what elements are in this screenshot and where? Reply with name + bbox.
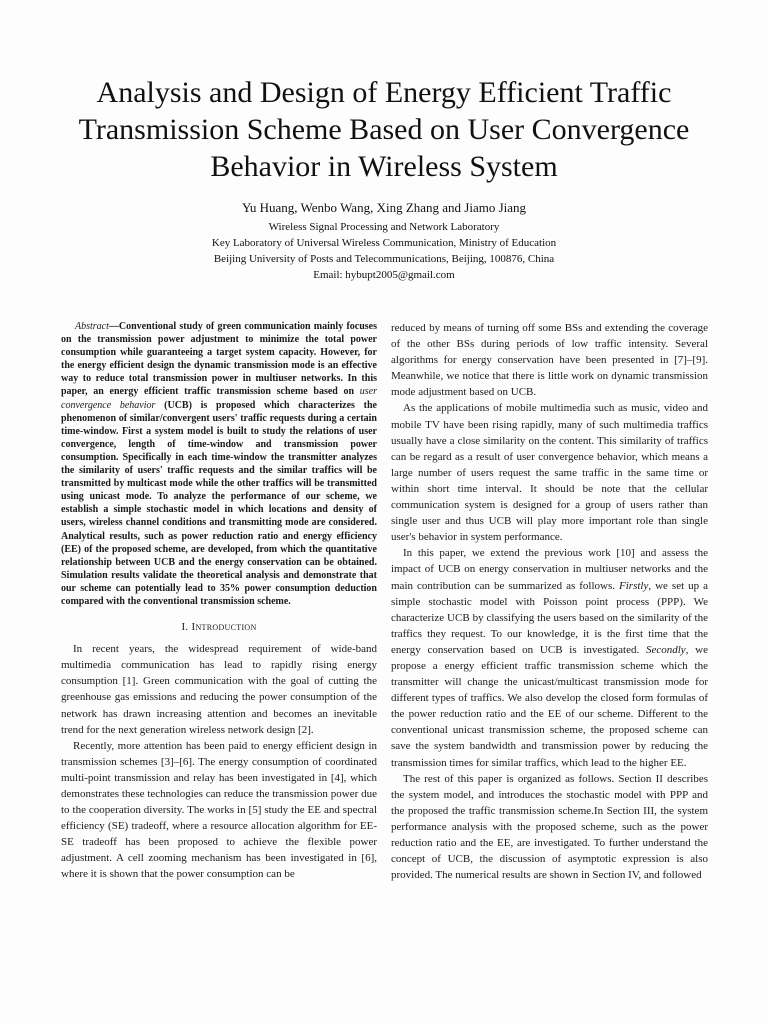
section-number: I. bbox=[181, 621, 189, 634]
left-column bbox=[61, 320, 377, 883]
contribution-text-2: , we set up a simple stochastic model with Poisson point process (PPP). We characterize UCB by classifying the users based on the similarity of the traffics they request. To our knowledge, it is the first time that the energy conservation based on UCB is investigated. bbox=[391, 579, 708, 656]
intro-paragraph-2-continued: reduced by means of turning off some BSs and extending the coverage of the other BSs during periods of low traffic intensity. Several algorithms for energy conservation have been presented in [7]–[9]. Meanwhile, we notice that there is little work on dynamic transmission mode adjustment based on UCB. bbox=[391, 322, 708, 399]
right-column bbox=[391, 320, 708, 883]
abstract bbox=[61, 320, 377, 608]
author-list: Yu Huang, Wenbo Wang, Xing Zhang and Jiamo Jiang bbox=[241, 200, 527, 215]
section-title-rest: ntroduction bbox=[195, 621, 257, 634]
contribution-secondly: Secondly bbox=[645, 643, 686, 656]
intro-paragraph-1: In recent years, the widespread requirement of wide-band multimedia communication has lead to rapidly rising energy consumption [1]. Green communication with the goal of cutting the greenhouse gas emissions and reducing the power consumption of the network has drawn increasing attention and becomes an inevitable trend for the next generation wireless network design [2]. bbox=[61, 643, 377, 736]
intro-paragraph-5: The rest of this paper is organized as follows. Section II describes the system model, and introduces the stochastic model with PPP and the proposed the traffic transmission scheme.In Section III, the system performance analysis with the proposed scheme, such as the power reduction ratio and the EE, are investigated. To further understand the concept of UCB, the discussion of asymptotic expression is also provided. The numerical results are shown in Section IV, and followed bbox=[391, 772, 708, 882]
intro-paragraph-3: As the applications of mobile multimedia such as music, video and mobile TV have been rising rapidly, many of such multimedia traffics usually have a close similarity on the content. This similarity of traffics can be regard as a result of user convergence behavior, which means a large number of users request the same traffic in the same time or within short time interval. It should be note that the cellular communication system is designed for a group of users rather than single user and thus UCB will play more important role than single user's behavior in system performance. bbox=[391, 402, 708, 544]
abstract-emphasis: user convergence behavior bbox=[61, 386, 377, 411]
contribution-firstly: Firstly bbox=[619, 579, 649, 592]
contribution-text-1: In this paper, we extend the previous work [10] and assess the impact of UCB on energy conservation in multiuser networks and the main contribution can be summarized as follows. bbox=[391, 547, 708, 592]
abstract-lead: Abstract bbox=[75, 321, 109, 332]
abstract-text-1: —Conventional study of green communication mainly focuses on the transmission power adjustment to minimize the total power consumption while guaranteeing a target system capacity. However, for the energy efficient design the dynamic transmission mode is an effective way to reduce total transmission power in multiuser networks. In this paper, an energy efficient traffic transmission scheme based on bbox=[61, 321, 377, 398]
section-heading-introduction bbox=[61, 619, 377, 635]
abstract-text-2: (UCB) is proposed which characterizes the phenomenon of similar/convergent users' traffic requests during a certain time-window. First a system model is built to study the relations of user convergence, length of time-window and transmission power consumption. Specifically in each time-window the transmitter analyzes the similarity of users' traffic requests and the similar traffics will be transmitted by multicast mode while the other traffics will be transmitted using unicast mode. To analyze the performance of our scheme, we establish a simple stochastic model in which locations and density of users, wireless channel conditions and transmitting mode are considered. Analytical results, such as power reduction ratio and energy efficiency (EE) of the proposed scheme, are developed, from which the quantitative relationship between UCB and the energy conservation can be obtained. Simulation results validate the theoretical analysis and demonstrate that our scheme can potentially lead to 35% power consumption deduction compared with the conventional transmission scheme. bbox=[61, 399, 377, 607]
author-email: Email: hybupt2005@gmail.com bbox=[313, 269, 455, 281]
section-title-first-letter: I bbox=[191, 621, 196, 634]
affiliation-key-lab: Key Laboratory of Universal Wireless Communication, Ministry of Education bbox=[211, 237, 557, 249]
affiliation-lab: Wireless Signal Processing and Network Laboratory bbox=[268, 221, 500, 233]
intro-paragraph-2: Recently, more attention has been paid to energy efficient design in transmission schemes [3]–[6]. The energy consumption of coordinated multi-point transmission and relay has been investigated in [4], which demonstrates these technologies can reduce the transmission power due to the cooperation diversity. The works in [5] study the EE and spectral efficiency (SE) tradeoff, where a resource allocation algorithm for EE-SE tradeoff has been proposed to achieve the flexible power adjustment. A cell zooming mechanism has been investigated in [6], where it is shown that the power consumption can be bbox=[61, 739, 377, 881]
contribution-text-3: , we propose a energy efficient traffic transmission scheme which the transmitter will change the unicast/multicast transmission mode for different types of traffics. We also develop the closed form formulas of the power reduction ratio and the EE of our scheme. Different to the conventional unicast transmission scheme, the proposed scheme can save the system bandwidth and transmission power by reducing the transmission times for similar traffics, which lead to the higher EE. bbox=[391, 643, 708, 769]
affiliation-university: Beijing University of Posts and Telecommunications, Beijing, 100876, China bbox=[213, 253, 555, 265]
paper-title: Analysis and Design of Energy Efficient Traffic Transmission Scheme Based on User Convergence Behavior in Wireless System bbox=[78, 76, 690, 183]
intro-paragraph-4 bbox=[391, 545, 708, 770]
